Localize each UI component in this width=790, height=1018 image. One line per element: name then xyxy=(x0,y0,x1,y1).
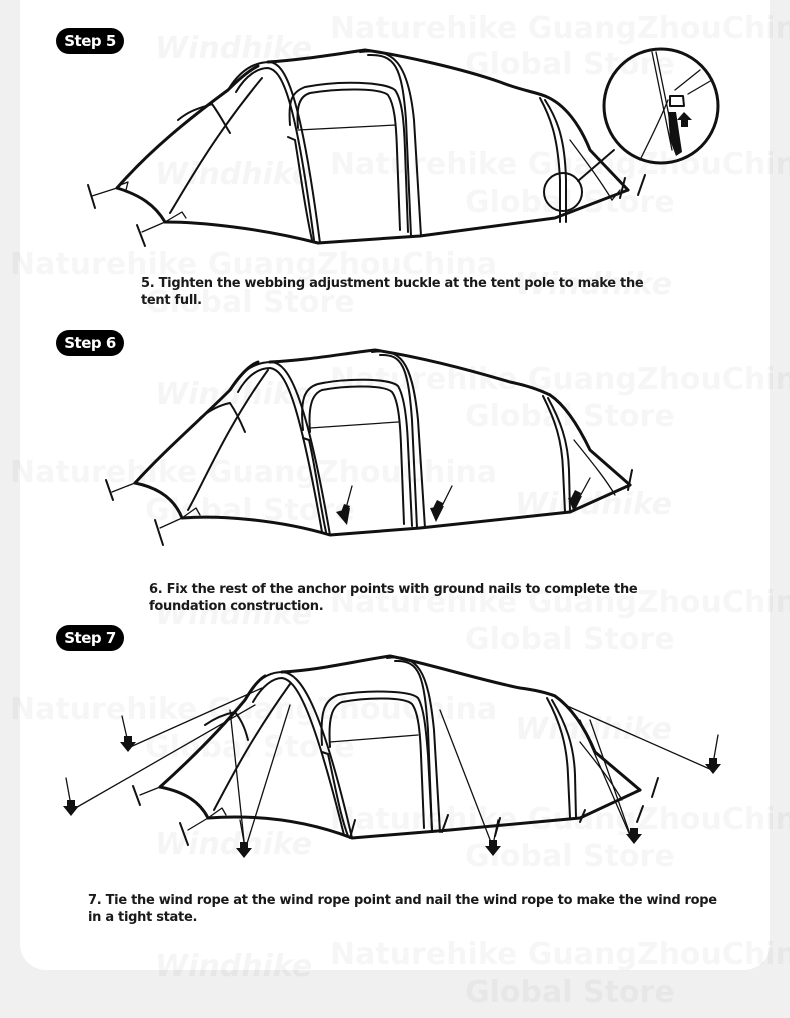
caption-line: 6. Fix the rest of the anchor points with ground nails to complete the xyxy=(149,582,638,597)
caption-line: foundation construction. xyxy=(149,599,324,614)
step-badge: Step 5 xyxy=(56,28,124,54)
arrow-down-icon xyxy=(236,842,252,858)
watermark-store xyxy=(465,978,675,1008)
step-badge: Step 6 xyxy=(56,330,124,356)
caption-line: tent full. xyxy=(141,293,202,308)
caption-line: 5. Tighten the webbing adjustment buckle at the tent pole to make the xyxy=(141,276,644,291)
arrow-down-icon xyxy=(485,840,501,856)
step-badge: Step 7 xyxy=(56,625,124,651)
caption-line: 7. Tie the wind rope at the wind rope point and nail the wind rope to make the wind rope xyxy=(88,893,717,908)
arrow-down-icon xyxy=(63,800,79,816)
caption-line: in a tight state. xyxy=(88,910,198,925)
step-caption xyxy=(88,892,717,926)
arrow-down-icon xyxy=(120,736,136,752)
arrow-down-icon xyxy=(705,758,721,774)
